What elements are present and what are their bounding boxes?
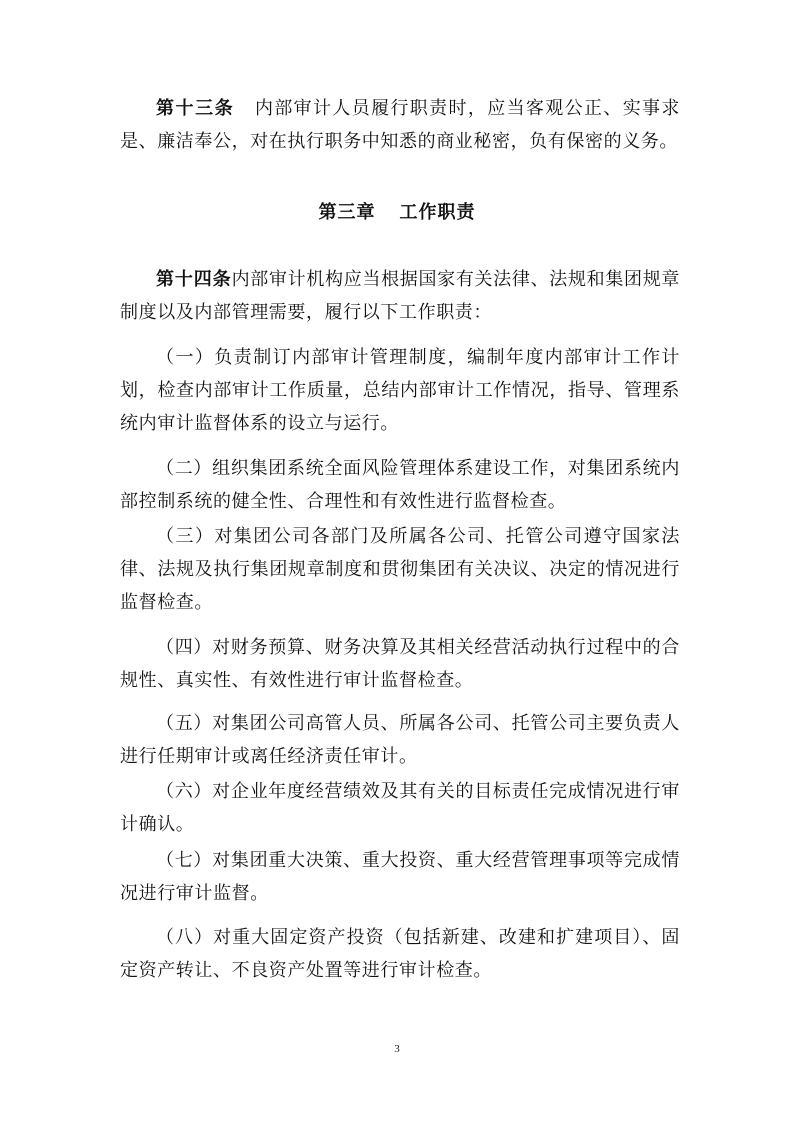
chapter-heading (0, 198, 794, 224)
duty-item-7: （七）对集团重大决策、重大投资、重大经营管理事项等完成情况进行审计监督。 (120, 850, 680, 904)
article-14-label: 第十四条 (156, 269, 232, 290)
duty-item-5: （五）对集团公司高管人员、所属各公司、托管公司主要负责人进行任期审计或离任经济责任审计。 (120, 713, 680, 767)
page-number: 3 (394, 1043, 400, 1055)
duty-item-3: （三）对集团公司各部门及所属各公司、托管公司遵守国家法律、法规及执行集团规章制度和贯彻集团有关决议、决定的情况进行监督检查。 (120, 526, 680, 613)
article-13-paragraph (120, 92, 680, 158)
duty-item-2: （二）组织集团系统全面风险管理体系建设工作，对集团系统内部控制系统的健全性、合理性和有效性进行监督检查。 (120, 458, 680, 512)
article-13-label: 第十三条 (156, 98, 235, 119)
duty-item-8: （八）对重大固定资产投资（包括新建、改建和扩建项目）、固定资产转让、不良资产处置等进行审计检查。 (120, 927, 680, 981)
article-14-paragraph (120, 263, 680, 329)
chapter-title: 工作职责 (399, 202, 476, 223)
article-13-text: 内部审计人员履行职责时，应当客观公正、实事求是、廉洁奉公，对在执行职务中知悉的商业秘密，负有保密的义务。 (120, 98, 680, 152)
duty-item-6: （六）对企业年度经营绩效及其有关的目标责任完成情况进行审计确认。 (120, 781, 680, 835)
chapter-number: 第三章 (318, 202, 376, 223)
duty-item-1: （一）负责制订内部审计管理制度，编制年度内部审计工作计划，检查内部审计工作质量，总结内部审计工作情况，指导、管理系统内审计监督体系的设立与运行。 (120, 347, 680, 434)
article-14-text: 内部审计机构应当根据国家有关法律、法规和集团规章制度以及内部管理需要，履行以下工作职责： (120, 269, 680, 323)
duty-item-4: （四）对财务预算、财务决算及其相关经营活动执行过程中的合规性、真实性、有效性进行审计监督检查。 (120, 637, 680, 691)
